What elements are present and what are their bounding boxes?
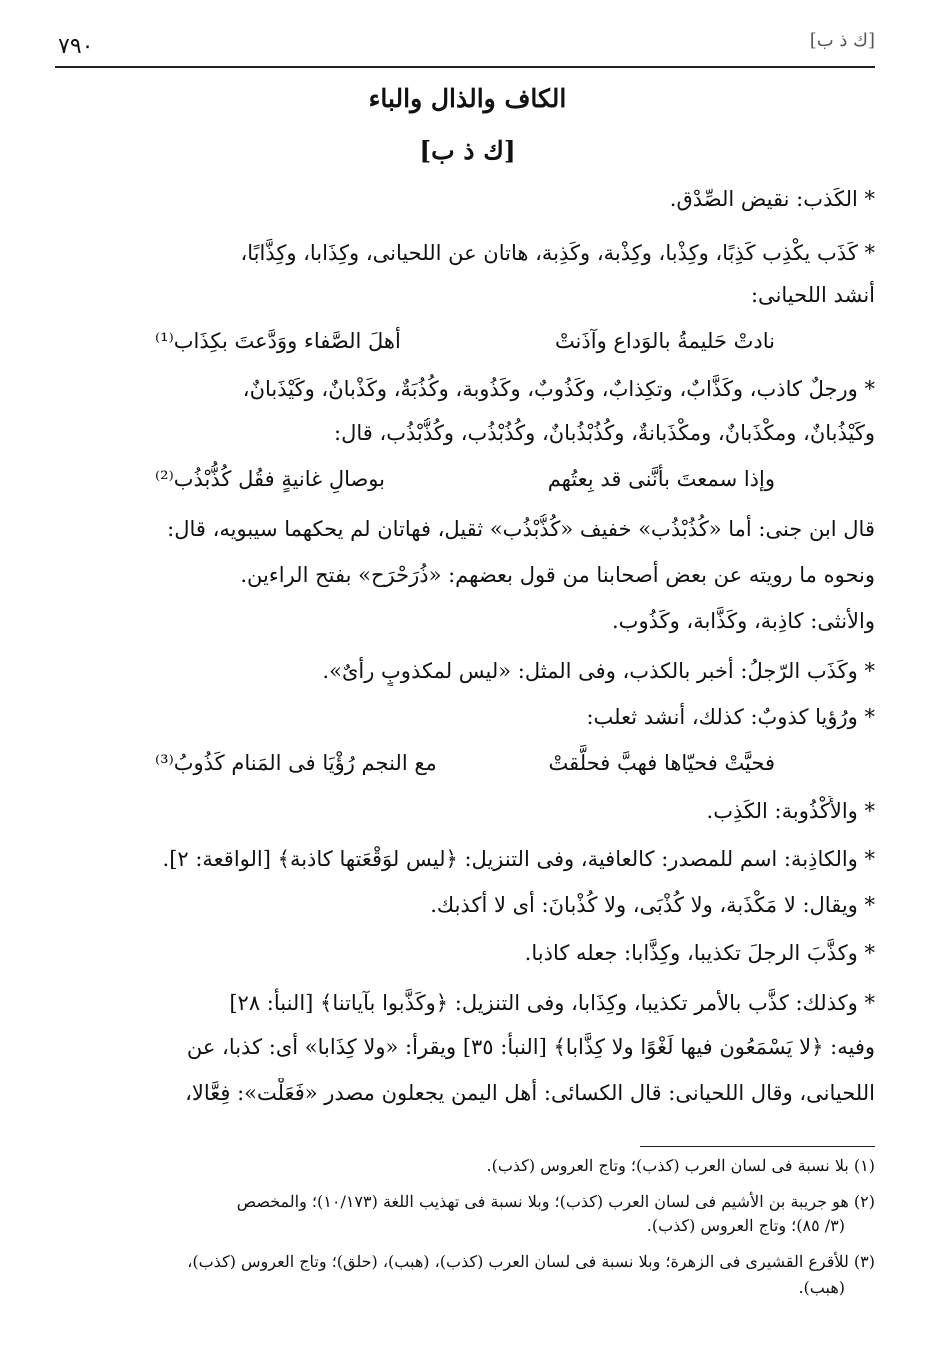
text-line-15: * وكذلك: كذَّب بالأمر تكذيبا، وكِذَابا، وفى التنزيل: ﴿وكَذَّبوا بآياتنا﴾ [النبأ: ٢٨] xyxy=(229,991,875,1015)
verse-3-second-hemistich: مع النجم رُؤْيَا فى المَنام كَذُوبُ⁽³⁾ xyxy=(155,751,437,775)
chapter-heading: الكاف والذال والباء xyxy=(368,84,567,113)
text-line-16: وفيه: ﴿لا يَسْمَعُون فيها لَغْوًا ولا كِذَّابا﴾ [النبأ: ٣٥] ويقرأ: «ولا كِذَابا» أى: كذبا، عن xyxy=(186,1035,875,1059)
text-line-3: أنشد اللحيانى: xyxy=(750,283,875,307)
footnote-3: (٣) للأقرع القشيرى فى الزهرة؛ وبلا نسبة فى لسان العرب (كذب)، (هبب)، (حلق)؛ وتاج العروس (كذب)، xyxy=(187,1252,875,1271)
header-rule xyxy=(55,66,875,68)
verse-2 xyxy=(55,464,875,494)
text-line-6: قال ابن جنى: أما «كُذُبْذُب» خفيف «كُذُّبْذُب» ثقيل، فهاتان لم يحكهما سيبويه، قال: xyxy=(167,517,875,541)
verse-1-second-hemistich: أهلَ الصَّفاء ووَدَّعتَ بكِذَاب⁽¹⁾ xyxy=(155,329,401,353)
running-head: [ك ذ ب] xyxy=(809,30,875,51)
footnote-3-continued: (هبب). xyxy=(798,1278,845,1297)
text-line-8: والأنثى: كاذِبة، وكَذَّابة، وكَذُوب. xyxy=(612,609,875,633)
verse-2-first-hemistich: وإذا سمعتَ بأنَّنى قد بِعتُهم xyxy=(547,467,775,491)
text-line-13: * ويقال: لا مَكْذَبة، ولا كُذْبَى، ولا كُذْبانَ: أى لا أكذبك. xyxy=(430,893,875,917)
text-line-9: * وكَذَب الرّجلُ: أخبر بالكذب، وفى المثل: «ليس لمكذوبٍ رأىٌ». xyxy=(322,659,875,683)
text-line-11: * والأُكْذُوبة: الكَذِب. xyxy=(706,799,875,823)
verse-3-first-hemistich: فحيَّتْ فحيّاها فهبَّ فحلَّقتْ xyxy=(548,751,775,775)
page-number: ٧٩٠ xyxy=(58,34,94,59)
footnote-1: (١) بلا نسبة فى لسان العرب (كذب)؛ وتاج العروس (كذب). xyxy=(486,1156,875,1175)
text-line-5: وكَيْذُبانٌ، ومكْذَبانٌ، ومكْذَبانةٌ، وكُذُبْذُبانٌ، وكُذُبْذُب، وكُذُّبْذُب، قال: xyxy=(334,421,875,445)
text-line-17: اللحيانى، وقال اللحيانى: قال الكسائى: أهل اليمن يجعلون مصدر «فَعَلْت»: فِعَّالا، xyxy=(185,1081,875,1105)
footnote-2: (٢) هو جريبة بن الأشيم فى لسان العرب (كذب)؛ وبلا نسبة فى تهذيب اللغة (١٠/١٧٣)؛ والمخصص xyxy=(236,1192,875,1211)
footnote-rule xyxy=(640,1146,875,1147)
footnote-2-continued: (٣/ ٨٥)؛ وتاج العروس (كذب). xyxy=(646,1216,845,1235)
text-line-2: * كَذَب يكْذِب كَذِبًا، وكِذْبا، وكِذْبة، وكَذِبة، هاتان عن اللحيانى، وكِذَابا، وكِذَّابًا، xyxy=(240,241,875,265)
text-line-7: ونحوه ما رويته عن بعض أصحابنا من قول بعضهم: «ذُرَحْرَح» بفتح الراءين. xyxy=(240,563,875,587)
text-line-4: * ورجلٌ كاذب، وكَذَّابٌ، وتكِذابٌ، وكَذُوبٌ، وكَذُوبة، وكُذُبَةٌ، وكَذْبانٌ، وكَيْذَبانٌ، xyxy=(242,377,875,401)
verse-1 xyxy=(55,326,875,356)
verse-2-second-hemistich: بوصالِ غانيةٍ فقُل كُذُّبْذُب⁽²⁾ xyxy=(155,467,386,491)
verse-3 xyxy=(55,748,875,778)
text-line-12: * والكاذِبة: اسم للمصدر: كالعافية، وفى التنزيل: ﴿ليس لوَقْعَتها كاذبة﴾ [الواقعة: ٢]. xyxy=(162,847,875,871)
verse-1-first-hemistich: نادتْ حَليمةُ بالوَداع وآذَنتْ xyxy=(554,329,775,353)
text-line-14: * وكذَّبَ الرجلَ تكذيبا، وكِذَّابا: جعله كاذبا. xyxy=(524,941,875,965)
root-heading: [ك ذ ب] xyxy=(419,136,516,165)
text-line-10: * ورُؤيا كذوبٌ: كذلك، أنشد ثعلب: xyxy=(586,705,875,729)
text-line-1: * الكَذب: نقيض الصِّدْق. xyxy=(669,187,875,211)
